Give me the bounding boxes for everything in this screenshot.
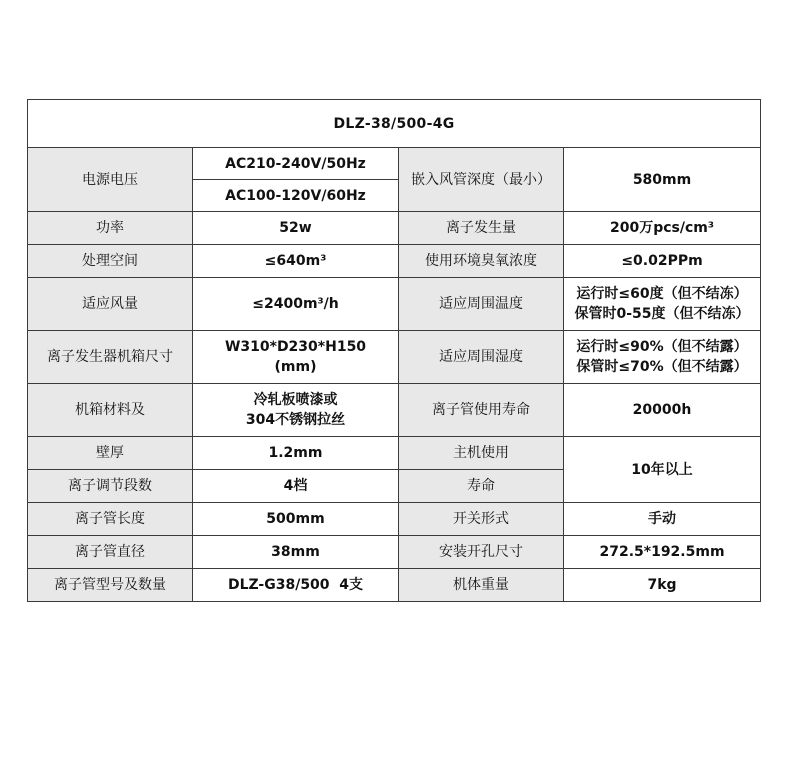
tube-diameter-label: 离子管直径	[28, 536, 193, 569]
voltage-value-1: AC210-240V/50Hz	[193, 148, 399, 180]
temperature-label: 适应周围温度	[399, 278, 564, 331]
ion-output-value: 200万pcs/cm³	[564, 212, 761, 245]
host-life-label-2: 寿命	[399, 470, 564, 503]
temperature-line-1: 运行时≤60度（但不结冻）	[576, 286, 748, 302]
host-life-value: 10年以上	[564, 437, 761, 503]
thickness-label: 壁厚	[28, 437, 193, 470]
space-value: ≤640m³	[193, 245, 399, 278]
box-size-line-2: (mm)	[274, 359, 317, 375]
material-line-2: 304不锈钢拉丝	[245, 412, 346, 428]
humidity-value	[564, 331, 761, 384]
table-row	[28, 384, 761, 437]
product-title: DLZ-38/500-4G	[28, 100, 761, 148]
humidity-label: 适应周围湿度	[399, 331, 564, 384]
table-row	[28, 437, 761, 470]
humidity-line-1: 运行时≤90%（但不结露）	[576, 339, 748, 355]
tube-model-value: DLZ-G38/500 4支	[193, 569, 399, 602]
table-row	[28, 245, 761, 278]
weight-label: 机体重量	[399, 569, 564, 602]
tube-life-label: 离子管使用寿命	[399, 384, 564, 437]
box-size-value	[193, 331, 399, 384]
table-row	[28, 278, 761, 331]
table-row	[28, 148, 761, 180]
ion-levels-value: 4档	[193, 470, 399, 503]
material-value	[193, 384, 399, 437]
hole-size-value: 272.5*192.5mm	[564, 536, 761, 569]
ozone-label: 使用环境臭氧浓度	[399, 245, 564, 278]
power-value: 52w	[193, 212, 399, 245]
switch-value: 手动	[564, 503, 761, 536]
airflow-label: 适应风量	[28, 278, 193, 331]
tube-length-label: 离子管长度	[28, 503, 193, 536]
material-label: 机箱材料及	[28, 384, 193, 437]
tube-life-value: 20000h	[564, 384, 761, 437]
temperature-line-2: 保管时0-55度（但不结冻）	[574, 306, 750, 322]
host-life-label-1: 主机使用	[399, 437, 564, 470]
thickness-value: 1.2mm	[193, 437, 399, 470]
airflow-value: ≤2400m³/h	[193, 278, 399, 331]
humidity-line-2: 保管时≤70%（但不结露）	[576, 359, 748, 375]
voltage-value-2: AC100-120V/60Hz	[193, 180, 399, 212]
spec-table	[27, 99, 761, 602]
ion-levels-label: 离子调节段数	[28, 470, 193, 503]
weight-value: 7kg	[564, 569, 761, 602]
duct-depth-label: 嵌入风管深度（最小）	[399, 148, 564, 212]
table-row	[28, 503, 761, 536]
ozone-value: ≤0.02PPm	[564, 245, 761, 278]
voltage-label: 电源电压	[28, 148, 193, 212]
box-size-line-1: W310*D230*H150	[224, 339, 367, 355]
table-row	[28, 569, 761, 602]
hole-size-label: 安装开孔尺寸	[399, 536, 564, 569]
title-row	[28, 100, 761, 148]
switch-label: 开关形式	[399, 503, 564, 536]
space-label: 处理空间	[28, 245, 193, 278]
temperature-value	[564, 278, 761, 331]
tube-diameter-value: 38mm	[193, 536, 399, 569]
table-row	[28, 212, 761, 245]
material-line-1: 冷轧板喷漆或	[253, 392, 338, 408]
duct-depth-value: 580mm	[564, 148, 761, 212]
ion-output-label: 离子发生量	[399, 212, 564, 245]
power-label: 功率	[28, 212, 193, 245]
box-size-label: 离子发生器机箱尺寸	[28, 331, 193, 384]
tube-length-value: 500mm	[193, 503, 399, 536]
tube-model-label: 离子管型号及数量	[28, 569, 193, 602]
table-row	[28, 536, 761, 569]
table-row	[28, 331, 761, 384]
